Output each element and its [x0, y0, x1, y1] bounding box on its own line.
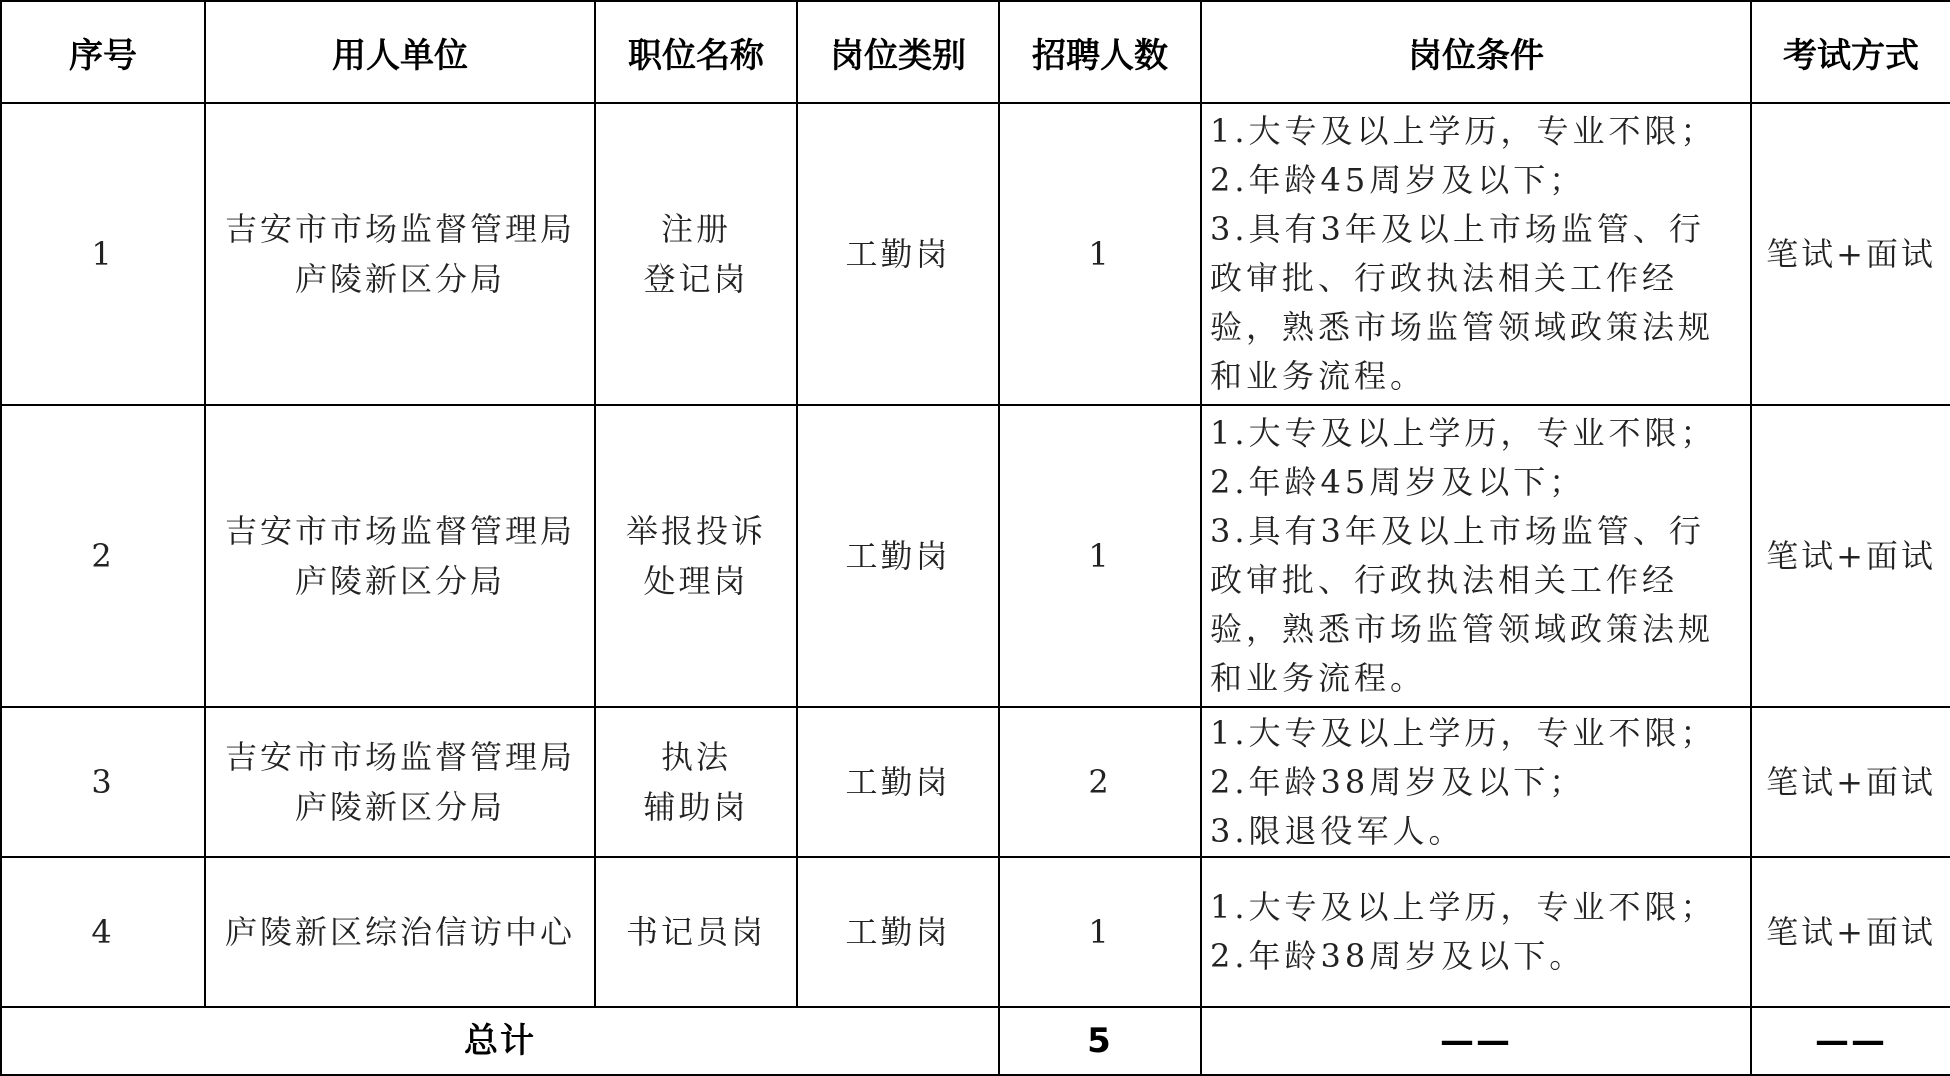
header-hiring-count: 招聘人数	[999, 1, 1201, 103]
employer-line: 吉安市市场监督管理局	[224, 512, 575, 550]
requirement-line: 1.大专及以上学历，专业不限；	[1210, 112, 1717, 150]
total-exam-dash: ——	[1751, 1007, 1950, 1075]
position-requirements-cell	[1201, 405, 1751, 707]
requirement-line: 2.年龄38周岁及以下。	[1210, 937, 1586, 975]
requirement-line: 3.具有3年及以上市场监管、行	[1210, 210, 1705, 248]
position-name-cell	[595, 857, 797, 1007]
position-category-cell: 工勤岗	[797, 707, 999, 857]
requirement-line: 3.具有3年及以上市场监管、行	[1210, 512, 1705, 550]
position-name-line: 处理岗	[643, 562, 749, 600]
position-name-line: 注册	[660, 210, 731, 248]
exam-method-cell: 笔试+面试	[1751, 707, 1950, 857]
requirement-line: 验，熟悉市场监管领域政策法规	[1210, 610, 1715, 648]
hiring-count-cell: 1	[999, 103, 1201, 405]
requirement-line: 3.限退役军人。	[1210, 811, 1465, 850]
table-row	[1, 857, 1950, 1007]
exam-method-cell: 笔试+面试	[1751, 103, 1950, 405]
position-name-line: 举报投诉	[625, 512, 766, 550]
header-exam-method: 考试方式	[1751, 1, 1950, 103]
table-row	[1, 405, 1950, 707]
table-row	[1, 707, 1950, 857]
header-position-name: 职位名称	[595, 1, 797, 103]
requirement-line: 政审批、行政执法相关工作经	[1210, 561, 1679, 599]
requirement-line: 和业务流程。	[1210, 659, 1427, 697]
exam-method-cell: 笔试+面试	[1751, 405, 1950, 707]
employer-line: 庐陵新区分局	[294, 788, 505, 826]
serial-number-cell: 1	[1, 103, 205, 405]
position-name-line: 执法	[660, 738, 731, 776]
employer-cell	[205, 857, 595, 1007]
hiring-count-cell: 2	[999, 707, 1201, 857]
total-count: 5	[999, 1007, 1201, 1075]
requirement-line: 1.大专及以上学历，专业不限；	[1210, 888, 1717, 926]
position-category-cell: 工勤岗	[797, 405, 999, 707]
total-label: 总计	[1, 1007, 999, 1075]
employer-line: 庐陵新区分局	[294, 260, 505, 298]
total-requirements-dash: ——	[1201, 1007, 1751, 1075]
requirement-line: 2.年龄38周岁及以下；	[1210, 762, 1586, 801]
header-employer: 用人单位	[205, 1, 595, 103]
requirement-line: 2.年龄45周岁及以下；	[1210, 161, 1586, 199]
position-category-cell: 工勤岗	[797, 103, 999, 405]
employer-line: 吉安市市场监督管理局	[224, 210, 575, 248]
table-row	[1, 103, 1950, 405]
hiring-count-cell: 1	[999, 857, 1201, 1007]
employer-line: 吉安市市场监督管理局	[224, 738, 575, 776]
hiring-count-cell: 1	[999, 405, 1201, 707]
exam-method-cell: 笔试+面试	[1751, 857, 1950, 1007]
header-position-category: 岗位类别	[797, 1, 999, 103]
employer-cell	[205, 405, 595, 707]
total-row	[1, 1007, 1950, 1075]
employer-cell	[205, 707, 595, 857]
requirement-line: 1.大专及以上学历，专业不限；	[1210, 414, 1717, 452]
position-requirements-cell	[1201, 103, 1751, 405]
header-serial-number: 序号	[1, 1, 205, 103]
employer-line: 庐陵新区分局	[294, 562, 505, 600]
position-name-cell	[595, 707, 797, 857]
position-name-line: 登记岗	[643, 260, 749, 298]
employer-line: 庐陵新区综治信访中心	[224, 913, 575, 951]
header-row	[1, 1, 1950, 103]
requirement-line: 1.大专及以上学历，专业不限；	[1210, 713, 1717, 752]
position-requirements-cell	[1201, 857, 1751, 1007]
requirement-line: 验，熟悉市场监管领域政策法规	[1210, 308, 1715, 346]
position-name-cell	[595, 405, 797, 707]
requirement-line: 2.年龄45周岁及以下；	[1210, 463, 1586, 501]
employer-cell	[205, 103, 595, 405]
position-category-cell: 工勤岗	[797, 857, 999, 1007]
position-name-line: 书记员岗	[625, 913, 766, 951]
position-name-cell	[595, 103, 797, 405]
position-name-line: 辅助岗	[643, 788, 749, 826]
serial-number-cell: 4	[1, 857, 205, 1007]
serial-number-cell: 2	[1, 405, 205, 707]
position-requirements-cell	[1201, 707, 1751, 857]
requirement-line: 政审批、行政执法相关工作经	[1210, 259, 1679, 297]
header-position-requirements: 岗位条件	[1201, 1, 1751, 103]
requirement-line: 和业务流程。	[1210, 357, 1427, 395]
serial-number-cell: 3	[1, 707, 205, 857]
